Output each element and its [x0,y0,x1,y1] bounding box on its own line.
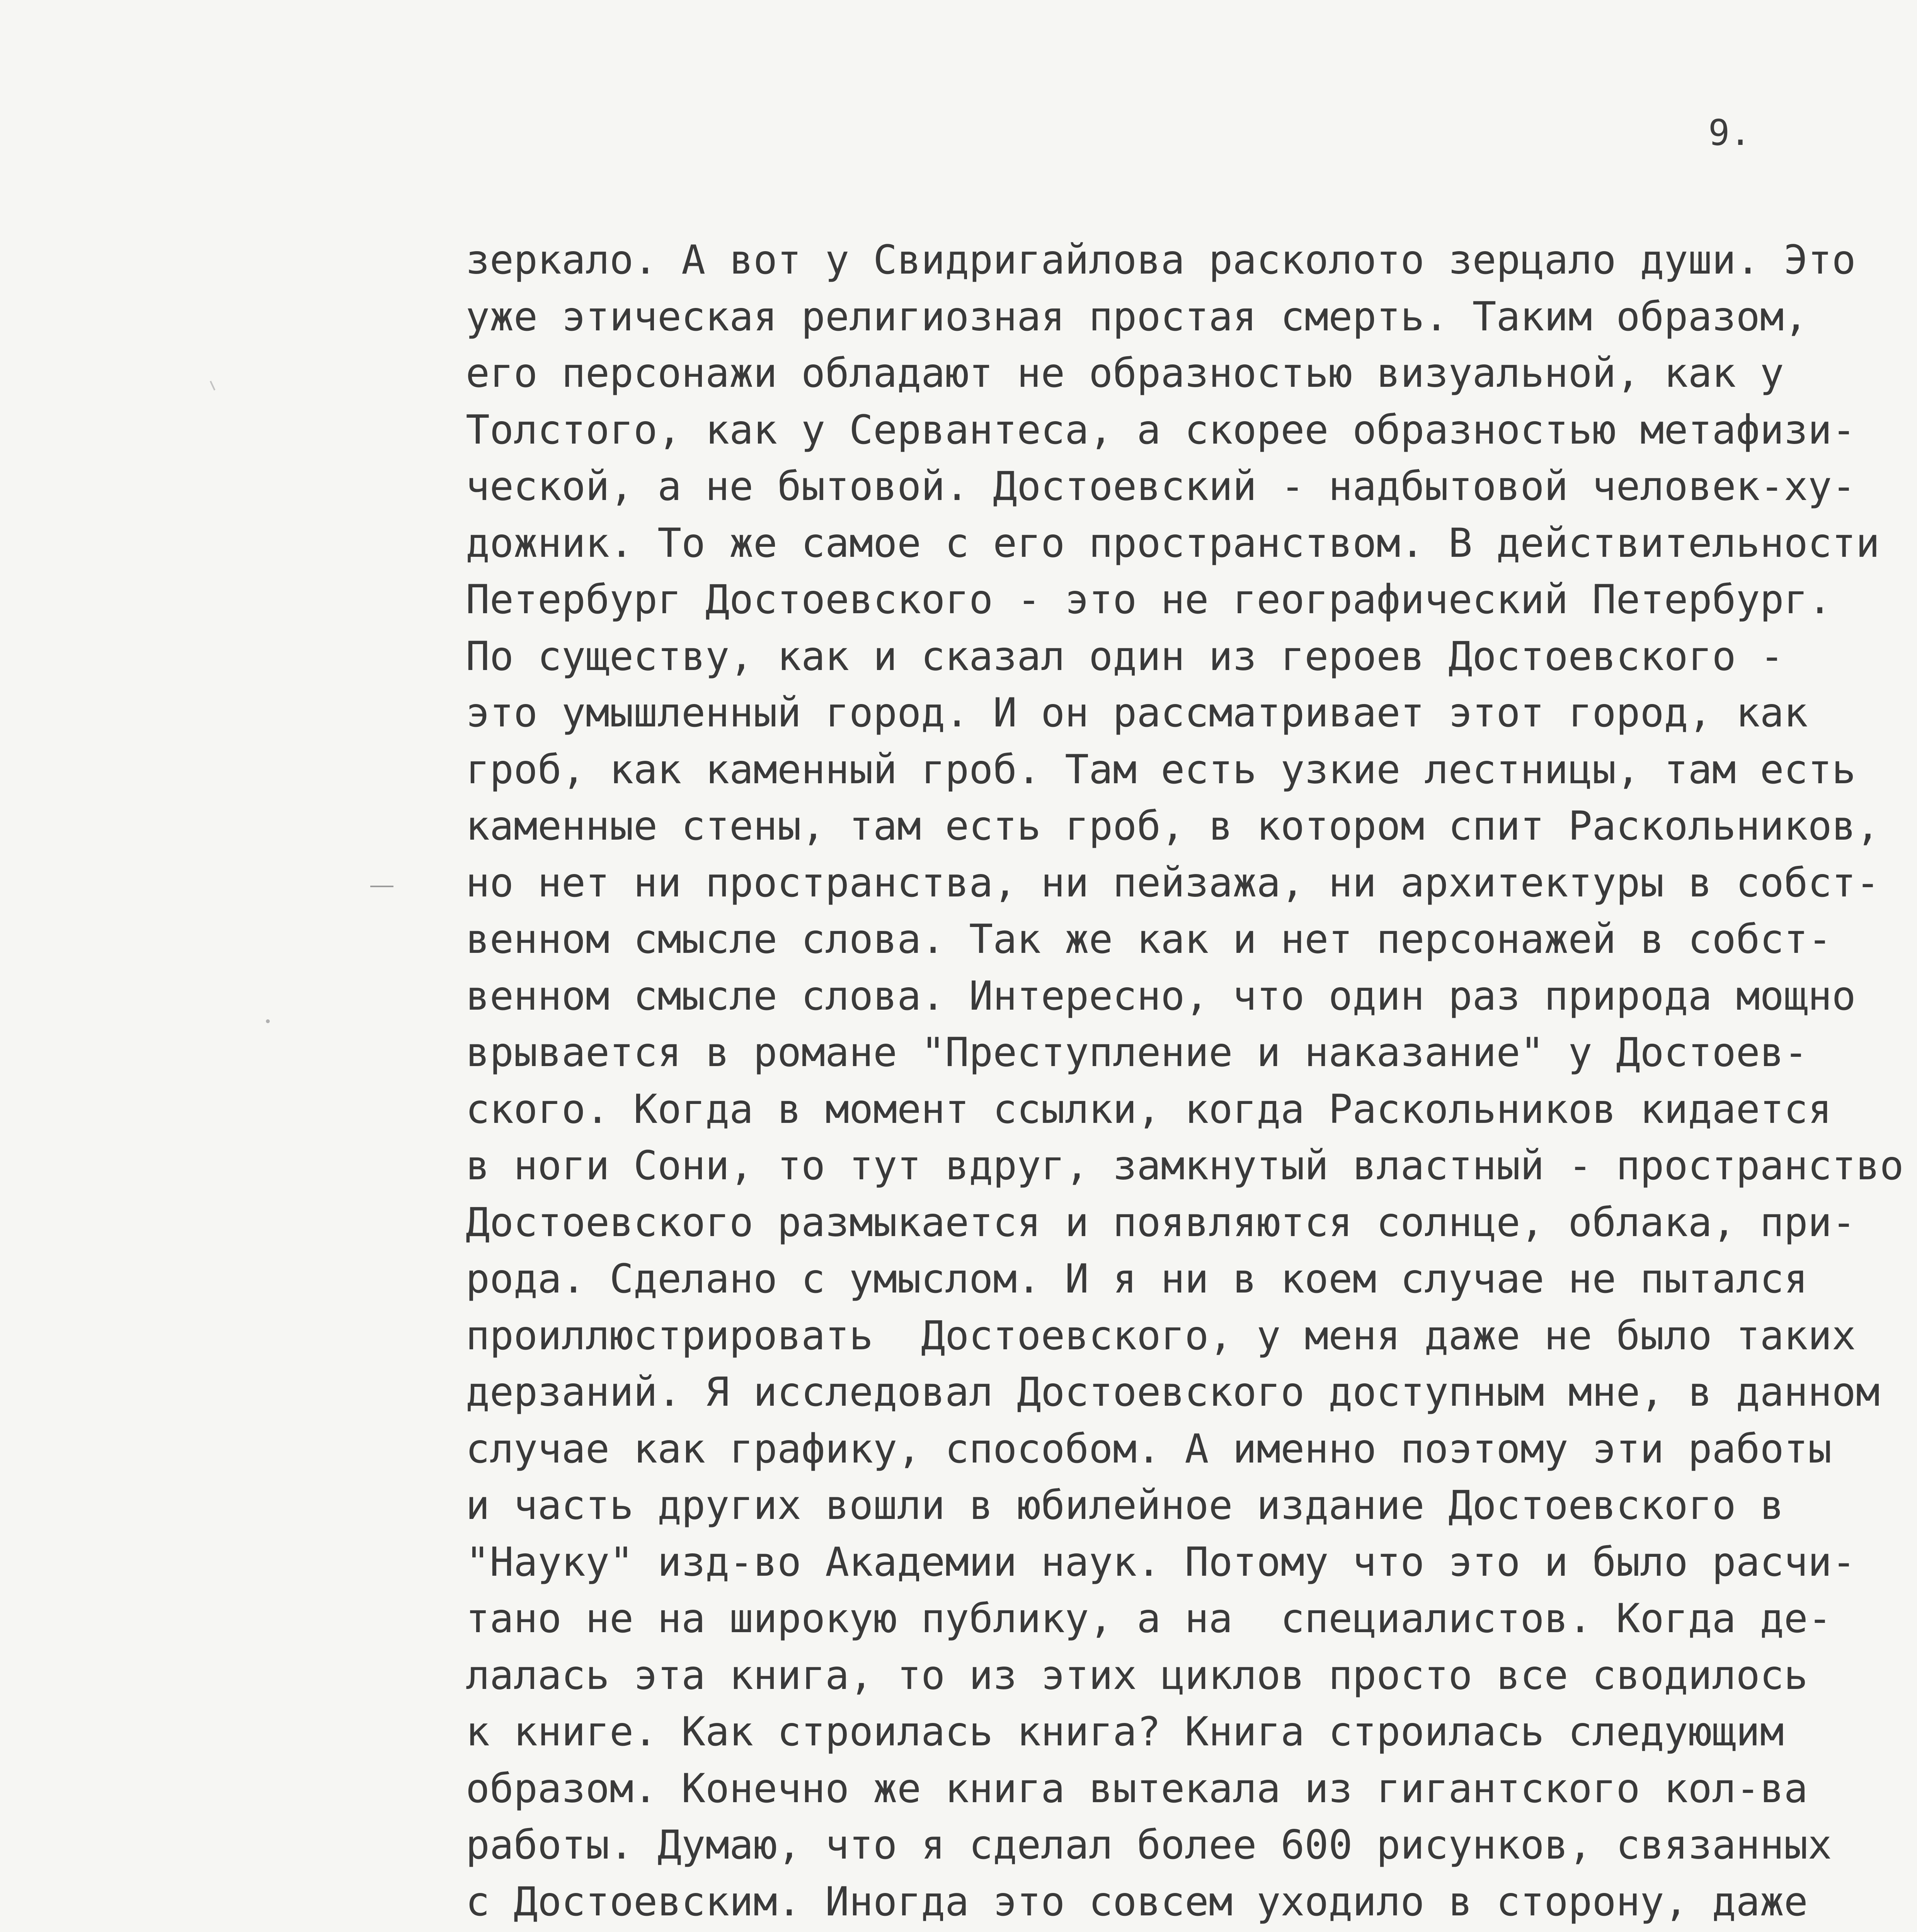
text-line: но нет ни пространства, ни пейзажа, ни архитектуры в собст- [466,859,1880,906]
paper-speck [266,1019,270,1023]
text-line: в ноги Сони, то тут вдруг, замкнутый властный - пространство [466,1143,1904,1189]
text-line: работы. Думаю, что я сделал более 600 рисунков, связанных [466,1822,1832,1868]
page-number: 9. [1708,112,1751,153]
text-line: венном смысле слова. Интересно, что один раз природа мощно [466,973,1856,1019]
text-line: Толстого, как у Сервантеса, а скорее образностью метафизи- [466,406,1856,453]
text-line: с Достоевским. Иногда это совсем уходило в сторону, даже [466,1878,1808,1925]
text-line: Петербург Достоевского - это не географический Петербург. [466,577,1832,623]
text-line: лалась эта книга, то из этих циклов просто все сводилось [466,1652,1808,1699]
text-line: ского. Когда в момент ссылки, когда Раскольников кидается [466,1086,1832,1133]
text-line: это умышленный город. И он рассматривает этот город, как [466,690,1808,736]
text-line: каменные стены, там есть гроб, в котором спит Раскольников, [466,803,1880,849]
text-line: и часть других вошли в юбилейное издание Достоевского в [466,1482,1784,1529]
margin-mark [370,886,393,887]
text-line: дожник. То же самое с его пространством. В действительности [466,520,1880,566]
text-line [466,1930,1911,1932]
text-line: тано не на широкую публику, а на специалистов. Когда де- [466,1595,1832,1642]
text-line: его персонажи обладают не образностью визуальной, как у [466,350,1784,396]
text-line: "Науку" изд-во Академии наук. Потому что это и было расчи- [466,1539,1856,1585]
text-line: зеркало. А вот у Свидригайлова расколото зерцало души. Это [466,237,1856,283]
text-line: случае как графику, способом. А именно поэтому эти работы [466,1425,1832,1472]
text-line: образом. Конечно же книга вытекала из гигантского кол-ва [466,1765,1808,1812]
text-line: к книге. Как строилась книга? Книга строилась следующим [466,1709,1784,1755]
paper-speck [210,381,216,390]
text-line: уже этическая религиозная простая смерть. Таким образом, [466,293,1808,340]
body-text [466,232,1911,1932]
text-line: ческой, а не бытовой. Достоевский - надбытовой человек-ху- [466,463,1856,510]
text-line: Достоевского размыкается и появляются солнце, облака, при- [466,1199,1856,1246]
text-line: По существу, как и сказал один из героев Достоевского - [466,633,1784,680]
text-line: рода. Сделано с умыслом. И я ни в коем случае не пытался [466,1256,1808,1302]
text-line: венном смысле слова. Так же как и нет персонажей в собст- [466,916,1832,963]
text-line: дерзаний. Я исследовал Достоевского доступным мне, в данном [466,1369,1880,1415]
text-line: врывается в романе "Преступление и наказание" у Достоев- [466,1029,1808,1076]
text-line: гроб, как каменный гроб. Там есть узкие лестницы, там есть [466,746,1856,793]
text-line: проиллюстрировать Достоевского, у меня даже не было таких [466,1312,1856,1359]
